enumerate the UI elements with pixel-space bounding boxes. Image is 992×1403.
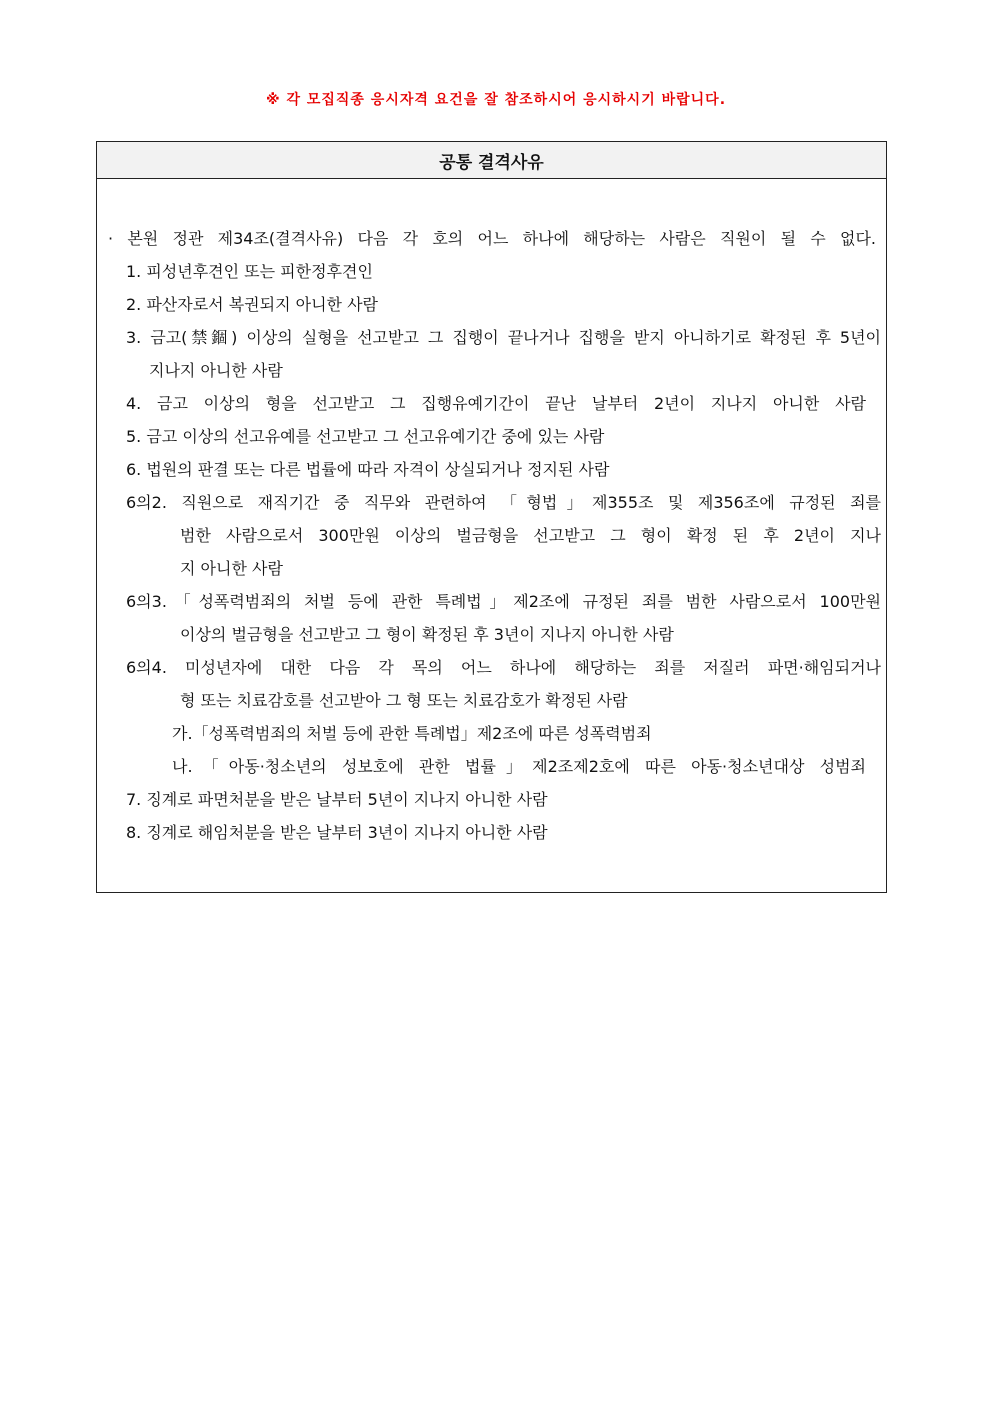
list-item: 5. 금고 이상의 선고유예를 선고받고 그 선고유예기간 중에 있는 사람 (126, 427, 605, 446)
list-item-continuation: 지 아니한 사람 (180, 559, 283, 578)
sub-list-item: 가.「성폭력범죄의 처벌 등에 관한 특례법」제2조에 따른 성폭력범죄 (172, 724, 652, 743)
list-item: 1. 피성년후견인 또는 피한정후견인 (126, 262, 373, 281)
list-item: 6의4. 미성년자에 대한 다음 각 목의 어느 하나에 해당하는 죄를 저질러 파면·해임되거나 (126, 658, 881, 677)
list-item: 2. 파산자로서 복권되지 아니한 사람 (126, 295, 378, 314)
disqualification-box (96, 141, 887, 893)
box-title: 공통 결격사유 (97, 142, 886, 179)
list-item: 7. 징계로 파면처분을 받은 날부터 5년이 지나지 아니한 사람 (126, 790, 548, 809)
list-item: 3. 금고(禁錮) 이상의 실형을 선고받고 그 집행이 끝나거나 집행을 받지 아니하기로 확정된 후 5년이 (126, 328, 881, 347)
list-item-continuation: 이상의 벌금형을 선고받고 그 형이 확정된 후 3년이 지나지 아니한 사람 (180, 625, 674, 644)
list-item-continuation: 형 또는 치료감호를 선고받아 그 형 또는 치료감호가 확정된 사람 (180, 691, 628, 710)
list-item: 4. 금고 이상의 형을 선고받고 그 집행유예기간이 끝난 날부터 2년이 지나지 아니한 사람 (126, 394, 866, 413)
sub-list-item: 나.「아동·청소년의 성보호에 관한 법률」제2조제2호에 따른 아동·청소년대상 성범죄 (172, 757, 866, 776)
intro-text: · 본원 정관 제34조(결격사유) 다음 각 호의 어느 하나에 해당하는 사람은 직원이 될 수 없다. (108, 229, 876, 248)
list-item-continuation: 지나지 아니한 사람 (149, 361, 283, 380)
list-item: 8. 징계로 해임처분을 받은 날부터 3년이 지나지 아니한 사람 (126, 823, 548, 842)
list-item: 6. 법원의 판결 또는 다른 법률에 따라 자격이 상실되거나 정지된 사람 (126, 460, 610, 479)
list-item: 6의2. 직원으로 재직기간 중 직무와 관련하여 「형법」제355조 및 제356조에 규정된 죄를 (126, 493, 881, 512)
list-item: 6의3.「성폭력범죄의 처벌 등에 관한 특례법」제2조에 규정된 죄를 범한 사람으로서 100만원 (126, 592, 881, 611)
list-item-continuation: 범한 사람으로서 300만원 이상의 벌금형을 선고받고 그 형이 확정 된 후 2년이 지나 (180, 526, 881, 545)
notice-heading: ※ 각 모집직종 응시자격 요건을 잘 참조하시어 응시하시기 바랍니다. (265, 92, 727, 108)
